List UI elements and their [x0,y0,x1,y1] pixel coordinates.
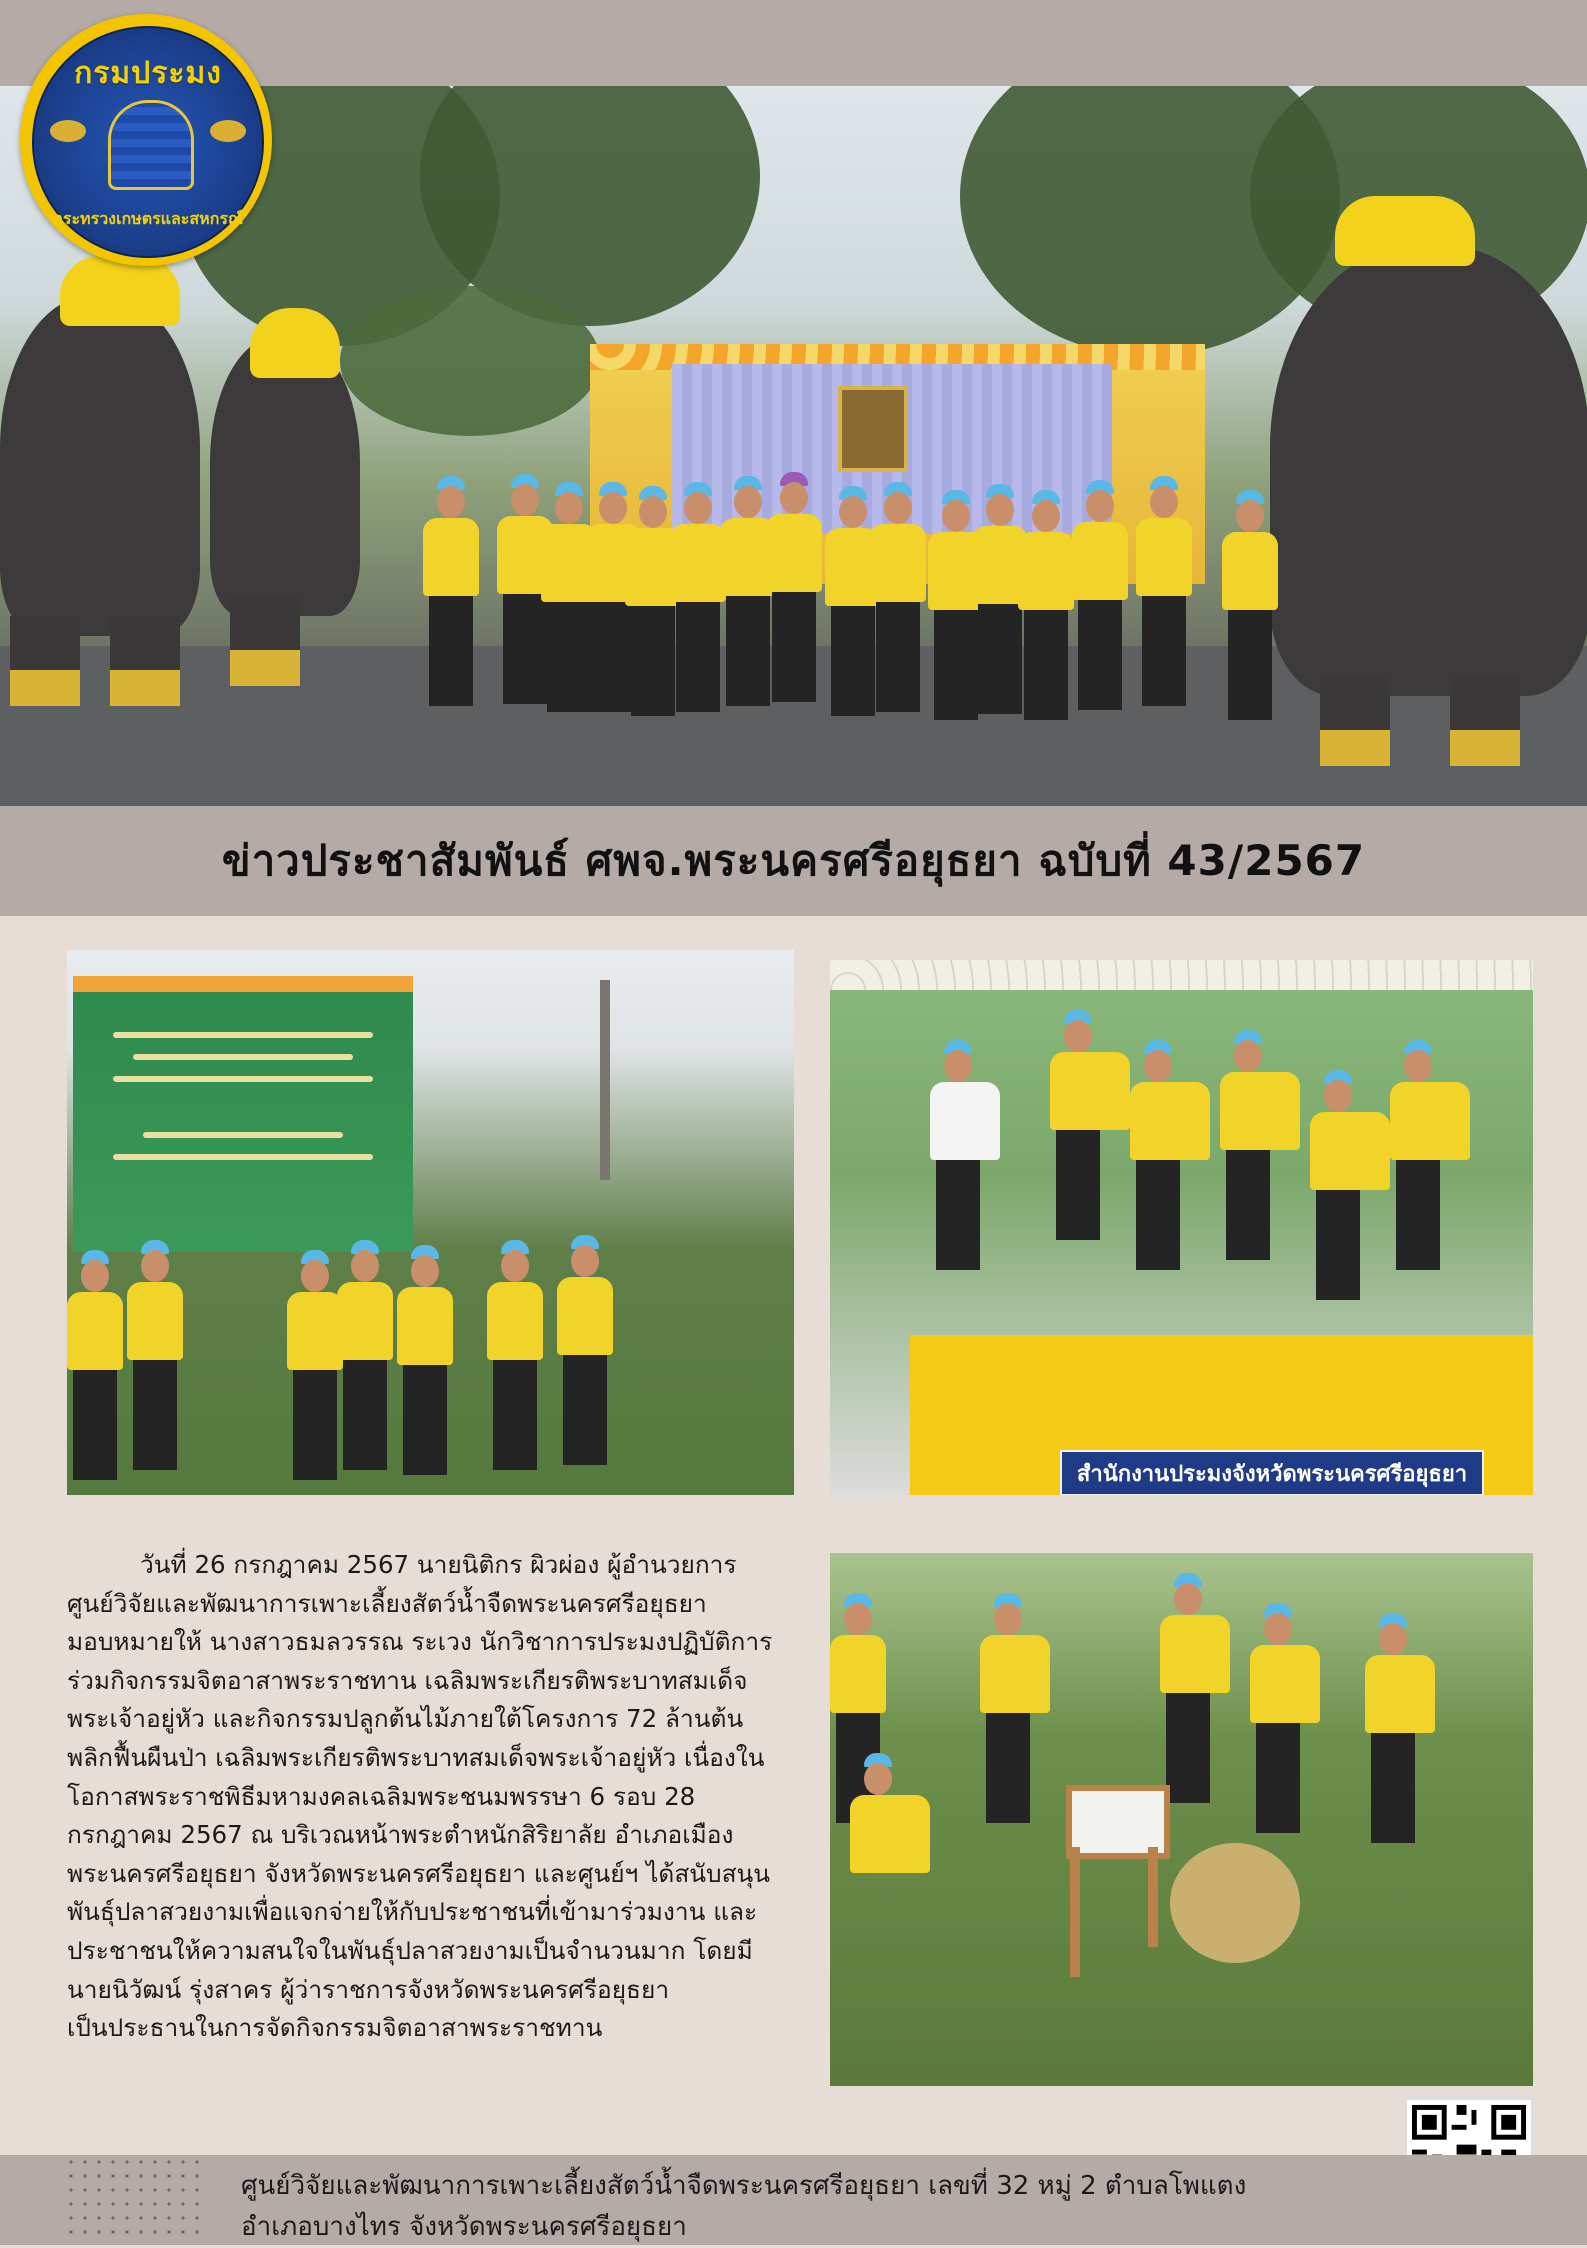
article-body [67,1546,787,2048]
elephant-right [1270,246,1587,696]
hay-bale [1170,1843,1300,1963]
royal-portrait [838,386,908,472]
department-of-fisheries-logo [20,14,272,266]
footer-line-1: ศูนย์วิจัยและพัฒนาการเพาะเลี้ยงสัตว์น้ำจืดพระนครศรีอยุธยา เลขที่ 32 หมู่ 2 ตำบลโพแตง [241,2171,1247,2201]
article-line: มอบหมายให้ นางสาวธมลวรรณ ระเวง นักวิชาการประมงปฏิบัติการ [67,1627,773,1657]
article-line: ประชาชนให้ความสนใจในพันธุ์ปลาสวยงามเป็นจำนวนมาก โดยมี [67,1935,753,1965]
photo-tree-planting-banner [67,950,794,1495]
article-line: เป็นประธานในการจัดกิจกรรมจิตอาสาพระราชทาน [67,2013,603,2043]
dot-pattern-icon [64,2155,204,2239]
article-line: โอกาสพระราชพิธีมหามงคลเฉลิมพระชนมพรรษา 6 รอบ 28 [67,1781,696,1811]
article-line: ศูนย์วิจัยและพัฒนาการเพาะเลี้ยงสัตว์น้ำจืดพระนครศรีอยุธยา [67,1588,707,1618]
photo-planting-sign [830,1553,1533,2086]
project-banner [73,976,413,1252]
office-sign: สำนักงานประมงจังหวัดพระนครศรีอยุธยา [1060,1450,1484,1495]
article-line: พระเจ้าอยู่หัว และกิจกรรมปลูกต้นไม้ภายใต้โครงการ 72 ล้านต้น [67,1704,744,1734]
article-line: นายนิวัฒน์ รุ่งสาคร ผู้ว่าราชการจังหวัดพระนครศรีอยุธยา [67,1974,670,2004]
article-line: พระนครศรีอยุธยา จังหวัดพระนครศรีอยุธยา และศูนย์ฯ ได้สนับสนุน [67,1858,771,1888]
elephant-left-1 [0,296,200,636]
footer-address [241,2166,1246,2248]
photo-fish-distribution [830,960,1533,1495]
footer-line-2: อำเภอบางไทร จังหวัดพระนครศรีอยุธยา [241,2212,687,2242]
article-line: กรกฎาคม 2567 ณ บริเวณหน้าพระตำหนักสิริยาลัย อำเภอเมือง [67,1820,734,1850]
title-band [0,806,1587,916]
elephant-left-2 [210,336,360,616]
article-line: ร่วมกิจกรรมจิตอาสาพระราชทาน เฉลิมพระเกียรติพระบาทสมเด็จ [67,1665,748,1695]
logo-bottom-text: กระทรวงเกษตรและสหกรณ์ [53,209,243,228]
page-title: ข่าวประชาสัมพันธ์ ศพจ.พระนครศรีอยุธยา ฉบับที่ 43/2567 [221,836,1366,885]
article-line: พันธุ์ปลาสวยงามเพื่อแจกจ่ายให้กับประชาชนที่เข้ามาร่วมงาน และ [67,1897,758,1927]
article-line: พลิกฟื้นผืนป่า เฉลิมพระเกียรติพระบาทสมเด็จพระเจ้าอยู่หัว เนื่องใน [67,1742,765,1772]
fish-left-icon [50,120,86,142]
article-line: วันที่ 26 กรกฎาคม 2567 นายนิติกร ผิวผ่อง ผู้อำนวยการ [140,1550,737,1579]
fish-right-icon [210,120,246,142]
emblem-icon [108,100,194,190]
logo-top-text: กรมประมง [74,56,222,91]
